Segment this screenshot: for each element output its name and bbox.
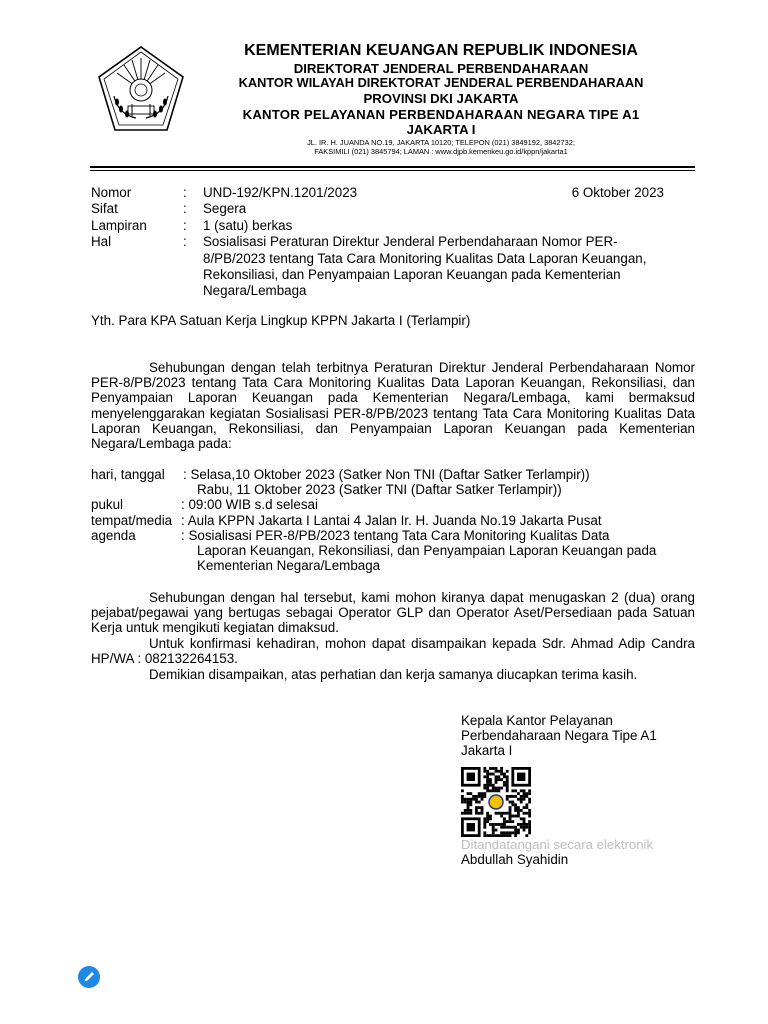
- address-line-1: JL. IR. H. JUANDA NO.19, JAKARTA 10120; TELEPON (021) 3849192, 3842732;: [307, 138, 575, 148]
- meta-value: UND-192/KPN.1201/2023: [203, 185, 358, 200]
- meta-label: Lampiran: [91, 217, 147, 233]
- meta-label: Hal: [91, 234, 112, 250]
- addressee: Yth. Para KPA Satuan Kerja Lingkup KPPN Jakarta I (Terlampir): [91, 313, 471, 328]
- letterhead-rule-thick: [90, 166, 695, 168]
- office-name: KANTOR PELAYANAN PERBENDAHARAAN NEGARA TIPE A1: [242, 106, 640, 122]
- meta-colon: :: [183, 185, 187, 200]
- detail-value-continued: Kementerian Negara/Lembaga: [197, 558, 381, 574]
- letter-meta: [91, 185, 696, 300]
- meta-label: Sifat: [91, 201, 118, 217]
- detail-row-day: [91, 467, 695, 482]
- meta-row-number: [91, 185, 696, 201]
- detail-label: pukul: [91, 497, 124, 513]
- detail-row-agenda: [91, 528, 695, 543]
- detail-value: : Selasa,10 Oktober 2023 (Satker Non TNI (Daftar Satker Terlampir)): [183, 467, 590, 482]
- meta-row-nature: [91, 201, 696, 217]
- e-signature-qr-code: [461, 767, 531, 837]
- meta-value: Sosialisasi Peraturan Direktur Jenderal Perbendaharaan Nomor PER-8/PB/2023 tentang Tata Cara Monitoring Kualitas Data Laporan Keuangan, Rekonsiliasi, dan Penyampaian Laporan Keuangan pada Kementerian Negara/Lembaga: [203, 234, 647, 299]
- detail-label: hari, tanggal: [91, 467, 165, 482]
- ministry-logo: [96, 44, 186, 134]
- ministry-name: KEMENTERIAN KEUANGAN REPUBLIK INDONESIA: [244, 42, 638, 59]
- signature-title-line: Perbendaharaan Negara Tipe A1: [461, 728, 657, 744]
- meta-row-attachment: [91, 218, 696, 234]
- detail-row-time: [91, 497, 695, 512]
- e-signed-note: Ditandatangani secara elektronik: [461, 837, 654, 852]
- paragraph-closing: Demikian disampaikan, atas perhatian dan kerja samanya diucapkan terima kasih.: [149, 667, 638, 682]
- detail-label: agenda: [91, 527, 136, 543]
- signature-title-line: Kepala Kantor Pelayanan: [461, 713, 613, 728]
- detail-value-continued: Rabu, 11 Oktober 2023 (Satker TNI (Daftar Satker Terlampir)): [197, 482, 562, 498]
- floating-edit-button[interactable]: [78, 966, 100, 988]
- paragraph-request: Sehubungan dengan hal tersebut, kami mohon kiranya dapat menugaskan 2 (dua) orang pejabat/pegawai yang bertugas sebagai Operator GLP dan Operator Aset/Persediaan pada Satuan Kerja untuk mengikuti kegiatan dimaksud.: [91, 590, 695, 636]
- city-name: JAKARTA I: [406, 122, 476, 137]
- meta-colon: :: [183, 201, 187, 217]
- detail-value-continued: Laporan Keuangan, Rekonsiliasi, dan Penyampaian Laporan Keuangan pada: [197, 543, 657, 559]
- regional-office-name: KANTOR WILAYAH DIREKTORAT JENDERAL PERBENDAHARAAN: [238, 75, 644, 91]
- address-line-2: FAKSIMILI (021) 3845794; LAMAN : www.djpb.kemenkeu.go.id/kppn/jakarta1: [314, 147, 568, 157]
- event-details: [91, 467, 695, 573]
- detail-value: : Aula KPPN Jakarta I Lantai 4 Jalan Ir. H. Juanda No.19 Jakarta Pusat: [181, 512, 602, 528]
- province-name: PROVINSI DKI JAKARTA: [363, 91, 519, 107]
- detail-value: : 09:00 WIB s.d selesai: [181, 497, 318, 513]
- paragraph-confirmation: Untuk konfirmasi kehadiran, mohon dapat disampaikan kepada Sdr. Ahmad Adip Candra HP/WA : 082132264153.: [91, 636, 695, 667]
- meta-value: Segera: [203, 201, 247, 217]
- signature-title: [461, 713, 657, 759]
- meta-colon: :: [183, 217, 187, 233]
- detail-row-venue: [91, 513, 695, 528]
- detail-label: tempat/media: [91, 512, 173, 528]
- pen-icon: [78, 966, 100, 988]
- letterhead-rule-thin: [90, 170, 695, 171]
- letter-date: 6 Oktober 2023: [571, 185, 664, 200]
- meta-value: 1 (satu) berkas: [203, 217, 293, 233]
- detail-value: : Sosialisasi PER-8/PB/2023 tentang Tata Cara Monitoring Kualitas Data: [181, 527, 610, 543]
- signer-name: Abdullah Syahidin: [461, 852, 569, 867]
- directorate-name: DIREKTORAT JENDERAL PERBENDAHARAAN: [293, 60, 589, 76]
- signature-title-line: Jakarta I: [461, 743, 513, 759]
- letterhead: [200, 42, 682, 157]
- paragraph-intro: Sehubungan dengan telah terbitnya Peraturan Direktur Jenderal Perbendaharaan Nomor PER-8/PB/2023 tentang Tata Cara Monitoring Kualitas Data Laporan Keuangan, Rekonsiliasi, dan Penyampaian Laporan Keuangan pada Kementerian Negara/Lembaga, kami bermaksud menyelenggarakan kegiatan Sosialisasi PER-8/PB/2023 tentang Tata Cara Monitoring Kualitas Data Laporan Keuangan, Rekonsiliasi, dan Penyampaian Laporan Keuangan pada Kementerian Negara/Lembaga pada:: [91, 360, 695, 452]
- meta-row-subject: [91, 234, 696, 300]
- meta-colon: :: [183, 234, 187, 250]
- meta-label: Nomor: [91, 185, 132, 200]
